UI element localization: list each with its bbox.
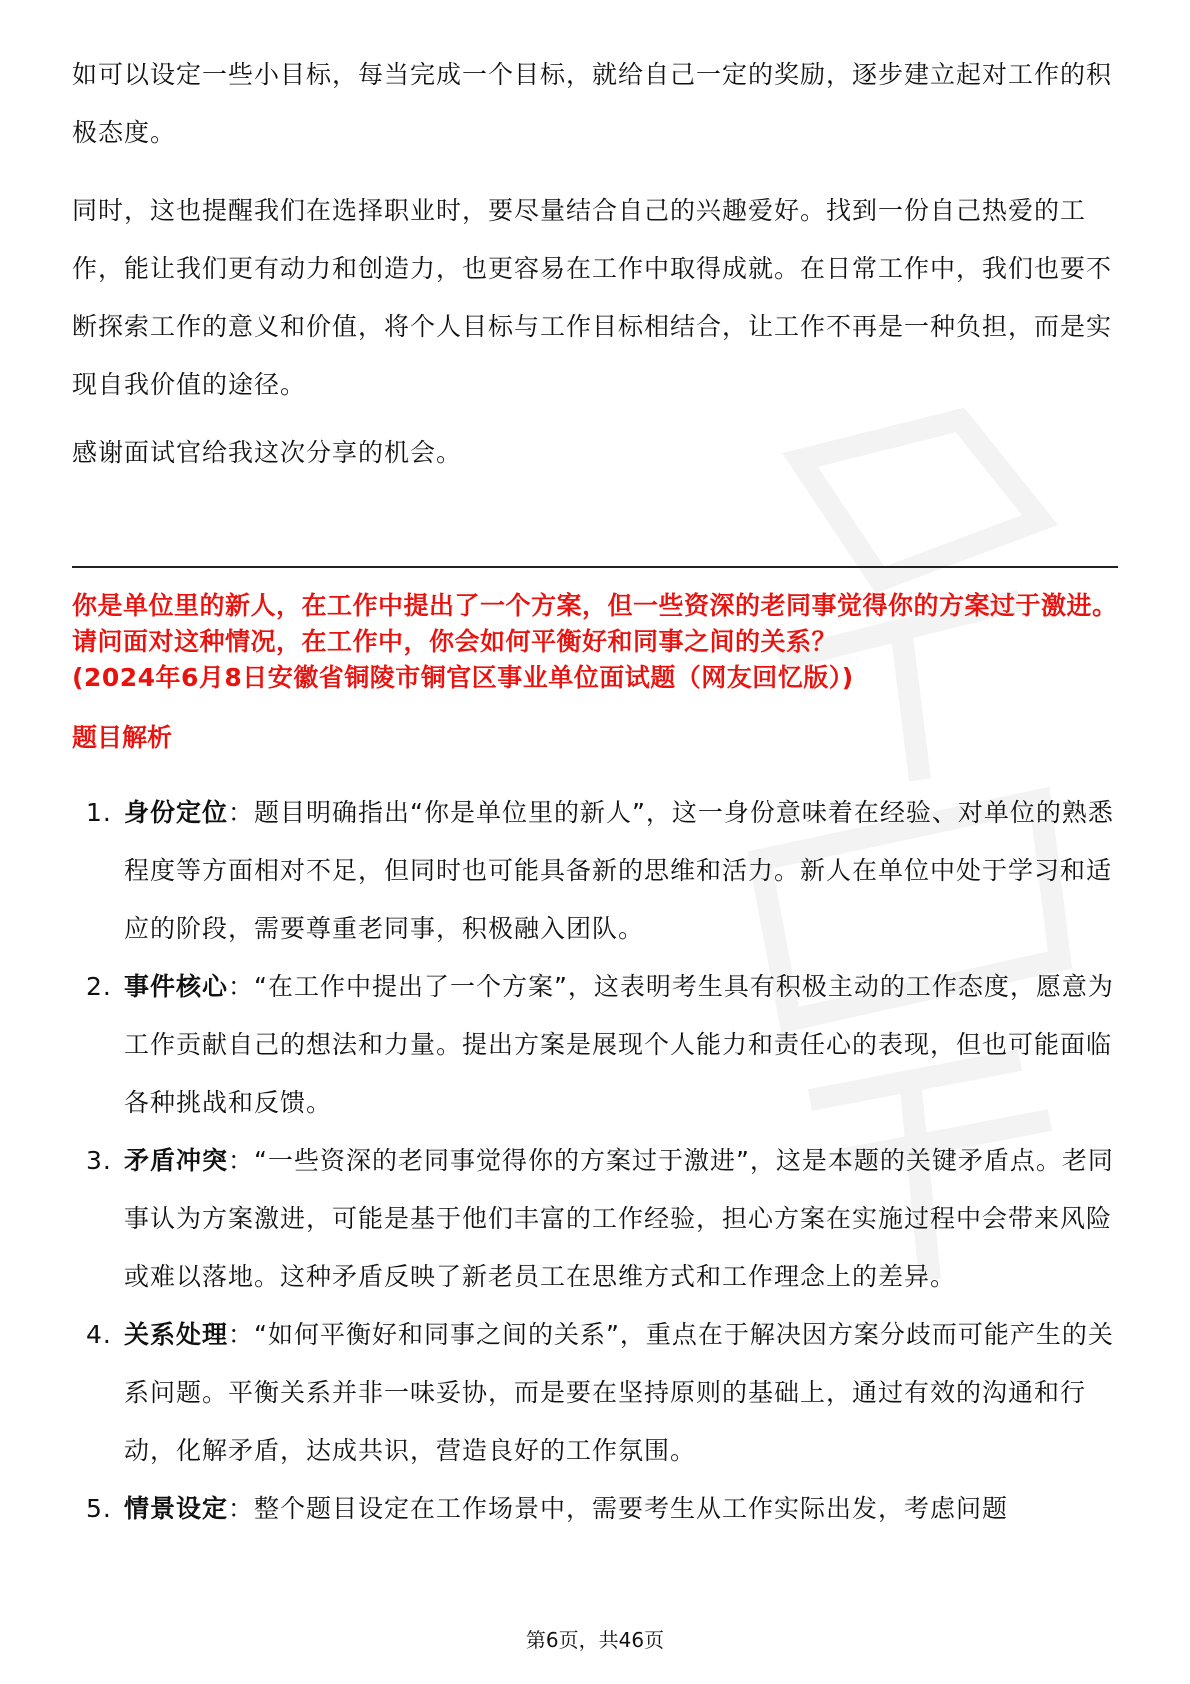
paragraph-goals: 如可以设定一些小目标，每当完成一个目标，就给自己一定的奖励，逐步建立起对工作的积极态度。 <box>72 60 1113 147</box>
item-number: 2. <box>86 972 112 1001</box>
item-term: 事件核心 <box>124 972 229 1001</box>
list-item <box>72 784 1118 958</box>
item-number: 3. <box>86 1146 112 1175</box>
item-term: 情景设定 <box>124 1494 229 1523</box>
paragraph-thanks: 感谢面试官给我这次分享的机会。 <box>72 438 463 467</box>
page-number: 第6页，共46页 <box>525 1628 665 1652</box>
paragraph-career-choice: 同时，这也提醒我们在选择职业时，要尽量结合自己的兴趣爱好。找到一份自己热爱的工作，能让我们更有动力和创造力，也更容易在工作中取得成就。在日常工作中，我们也要不断探索工作的意义和价值，将个人目标与工作目标相结合，让工作不再是一种负担，而是实现自我价值的途径。 <box>72 196 1113 399</box>
item-number: 1. <box>86 798 112 827</box>
item-number: 4. <box>86 1320 112 1349</box>
list-item <box>72 1306 1118 1480</box>
list-item <box>72 1480 1118 1538</box>
item-term: 矛盾冲突 <box>124 1146 229 1175</box>
item-term: 身份定位 <box>124 798 229 827</box>
question-source: (2024年6月8日安徽省铜陵市铜官区事业单位面试题（网友回忆版）) <box>72 663 854 692</box>
interview-question <box>72 588 1118 696</box>
list-item <box>72 958 1118 1132</box>
list-item <box>72 1132 1118 1306</box>
question-text: 你是单位里的新人，在工作中提出了一个方案，但一些资深的老同事觉得你的方案过于激进。请问面对这种情况，在工作中，你会如何平衡好和同事之间的关系？ <box>72 591 1118 656</box>
analysis-list <box>72 784 1118 1538</box>
item-text: ：“如何平衡好和同事之间的关系”，重点在于解决因方案分歧而可能产生的关系问题。平衡关系并非一味妥协，而是要在坚持原则的基础上，通过有效的沟通和行动，化解矛盾，达成共识，营造良好的工作氛围。 <box>124 1320 1114 1465</box>
item-term: 关系处理 <box>124 1320 229 1349</box>
item-text: ：“一些资深的老同事觉得你的方案过于激进”，这是本题的关键矛盾点。老同事认为方案激进，可能是基于他们丰富的工作经验，担心方案在实施过程中会带来风险或难以落地。这种矛盾反映了新老员工在思维方式和工作理念上的差异。 <box>124 1146 1114 1291</box>
section-divider <box>72 566 1118 568</box>
item-number: 5. <box>86 1494 112 1523</box>
item-text: ：整个题目设定在工作场景中，需要考生从工作实际出发，考虑问题 <box>228 1494 1009 1523</box>
item-text: ：“在工作中提出了一个方案”，这表明考生具有积极主动的工作态度，愿意为工作贡献自己的想法和力量。提出方案是展现个人能力和责任心的表现，但也可能面临各种挑战和反馈。 <box>124 972 1114 1117</box>
section-title: 题目解析 <box>72 723 173 752</box>
item-text: ：题目明确指出“你是单位里的新人”，这一身份意味着在经验、对单位的熟悉程度等方面相对不足，但同时也可能具备新的思维和活力。新人在单位中处于学习和适应的阶段，需要尊重老同事，积极融入团队。 <box>124 798 1114 943</box>
